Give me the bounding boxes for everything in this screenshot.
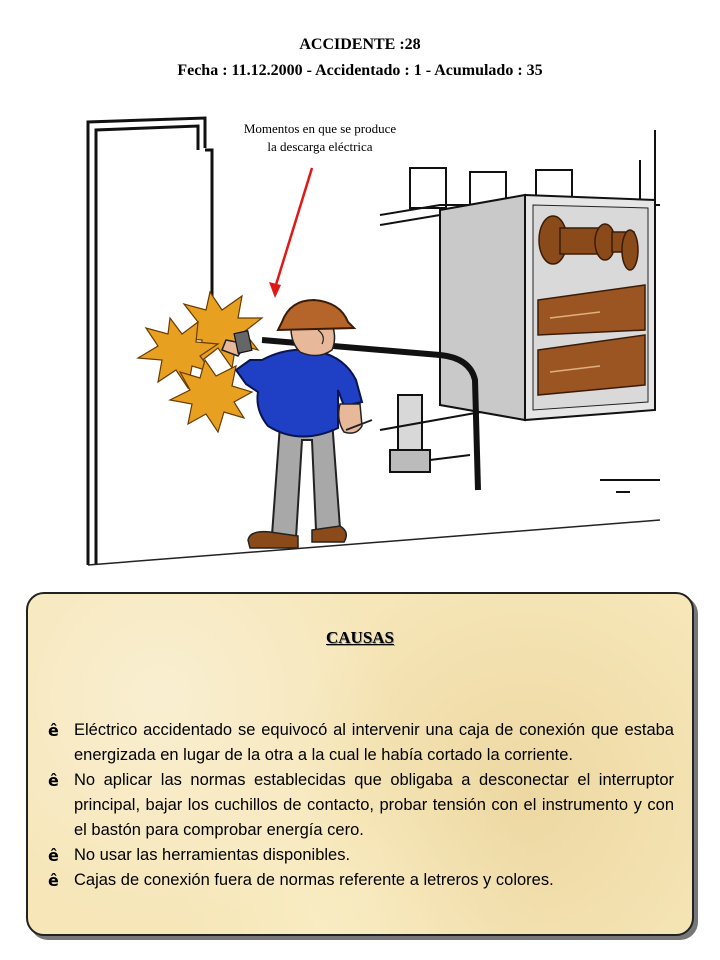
cause-text: Eléctrico accidentado se equivocó al intervenir una caja de conexión que estaba energizada en lugar de la otra a la cual le había cortado la corriente. [74,721,674,764]
causes-list [48,718,674,893]
electric-sparks [138,292,262,432]
cause-text: Cajas de conexión fuera de normas referente a letreros y colores. [74,871,554,889]
arrow-down-bullet-icon: ê [48,721,59,740]
cause-item [48,843,674,868]
accident-summary-line: Fecha : 11.12.2000 - Accidentado : 1 - Acumulado : 35 [177,62,543,79]
hard-hat [278,300,354,330]
causes-panel [26,592,694,936]
floor-line [88,520,660,565]
cause-item [48,768,674,843]
worker-pants [272,420,340,538]
callout-line-1: Momentos en que se produce [243,121,397,136]
causes-heading: CAUSAS [325,628,395,647]
cause-item [48,868,674,893]
cause-text: No aplicar las normas establecidas que obligaba a desconectar el interruptor principal, bajar los cuchillos de contacto, probar tensión con el instrumento y con el bastón para comprobar energía cero. [74,771,674,839]
arrow-down-bullet-icon: ê [48,771,59,790]
cause-item [48,718,674,768]
cause-text: No usar las herramientas disponibles. [74,846,351,864]
worker-figure [222,300,372,548]
callout-arrow [269,168,312,298]
accident-title: ACCIDENTE :28 [299,36,421,53]
arrow-down-bullet-icon: ê [48,871,59,890]
arrow-down-bullet-icon: ê [48,846,59,865]
callout-line-2: la descarga eléctrica [267,139,373,154]
spark-callout [212,120,428,156]
